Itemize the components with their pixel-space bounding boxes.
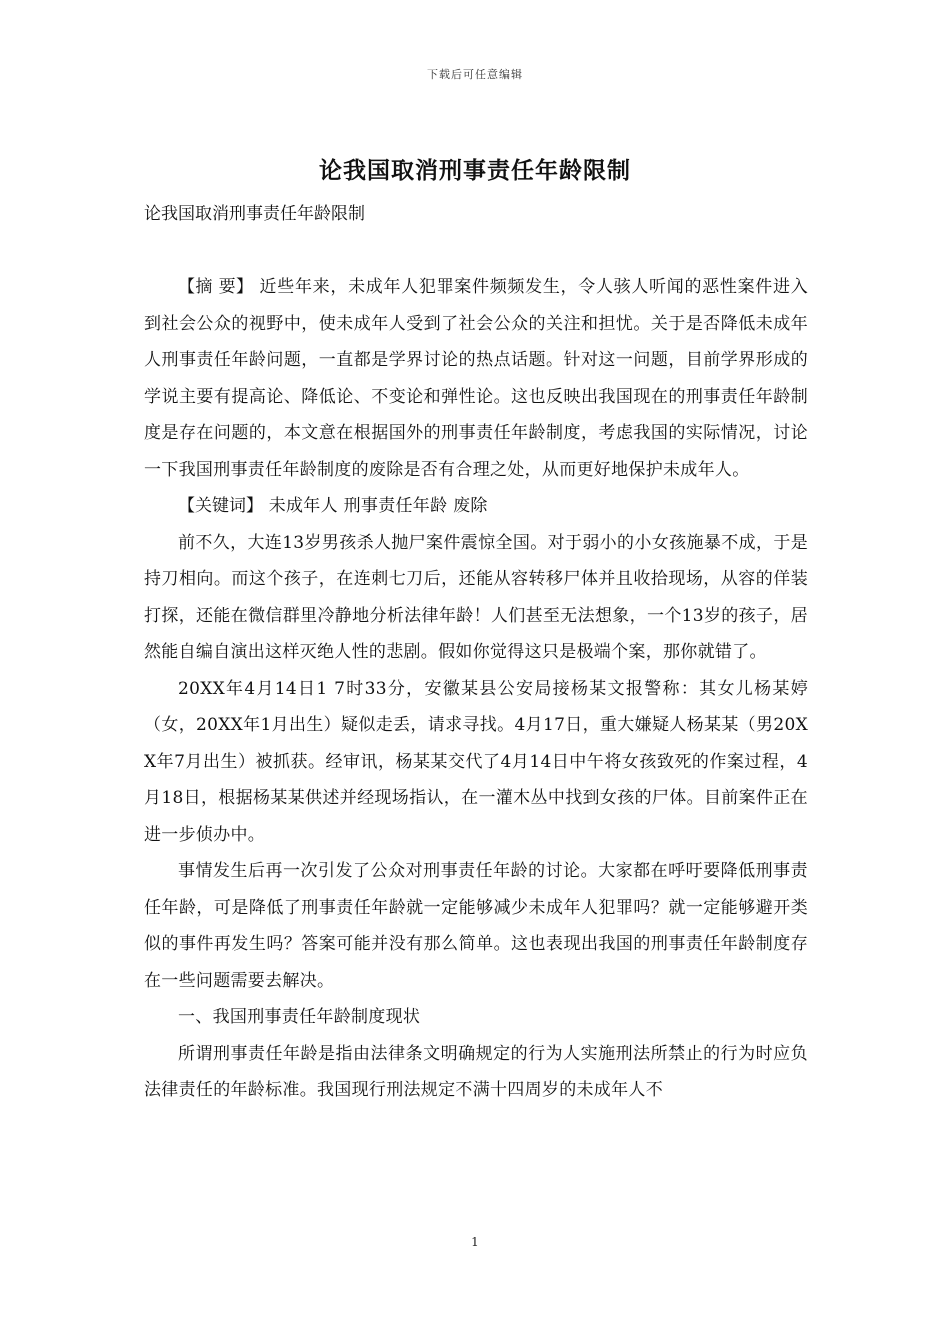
keywords-paragraph [144,488,808,525]
keywords-label: 【关键词】 [178,496,263,516]
header-note: 下载后可任意编辑 [427,68,523,81]
body-paragraph: 20XX年4月14日1 7时33分，安徽某县公安局接杨某文报警称：其女儿杨某婷（女，20XX年1月出生）疑似走丢，请求寻找。4月17日，重大嫌疑人杨某某（男20XX年7月出生）被抓获。经审讯，杨某某交代了4月14日中午将女孩致死的作案过程，4月18日，根据杨某某供述并经现场指认，在一灌木丛中找到女孩的尸体。目前案件正在进一步侦办中。 [144,678,808,845]
abstract-paragraph [144,269,808,488]
document-subtitle: 论我国取消刑事责任年龄限制 [144,204,365,224]
section-heading: 一、我国刑事责任年龄制度现状 [178,1007,421,1027]
body-paragraph: 前不久，大连13岁男孩杀人抛尸案件震惊全国。对于弱小的小女孩施暴不成，于是持刀相向。而这个孩子，在连刺七刀后，还能从容转移尸体并且收拾现场，从容的佯装打探，还能在微信群里冷静地分析法律年龄！人们甚至无法想象，一个13岁的孩子，居然能自编自演出这样灭绝人性的悲剧。假如你觉得这只是极端个案，那你就错了。 [144,532,808,662]
abstract-label: 【摘 要】 [178,277,254,297]
page-number: 1 [471,1235,479,1249]
abstract-text: 近些年来，未成年人犯罪案件频频发生，令人骇人听闻的恶性案件进入到社会公众的视野中，使未成年人受到了社会公众的关注和担忧。关于是否降低未成年人刑事责任年龄问题，一直都是学界讨论的热点话题。针对这一问题，目前学界形成的学说主要有提高论、降低论、不变论和弹性论。这也反映出我国现在的刑事责任年龄制度是存在问题的，本文意在根据国外的刑事责任年龄制度，考虑我国的实际情况，讨论一下我国刑事责任年龄制度的废除是否有合理之处，从而更好地保护未成年人。 [144,277,808,480]
body-paragraph: 事情发生后再一次引发了公众对刑事责任年龄的讨论。大家都在呼吁要降低刑事责任年龄，可是降低了刑事责任年龄就一定能够减少未成年人犯罪吗？就一定能够避开类似的事件再发生吗？答案可能并没有那么简单。这也表现出我国的刑事责任年龄制度存在一些问题需要去解决。 [144,861,808,991]
document-title: 论我国取消刑事责任年龄限制 [319,157,631,184]
document-body [144,196,808,1109]
section-paragraph: 所谓刑事责任年龄是指由法律条文明确规定的行为人实施刑法所禁止的行为时应负法律责任的年龄标准。我国现行刑法规定不满十四周岁的未成年人不 [144,1043,808,1100]
keywords-text: 未成年人 刑事责任年龄 废除 [263,496,488,516]
blank-line [144,233,808,270]
